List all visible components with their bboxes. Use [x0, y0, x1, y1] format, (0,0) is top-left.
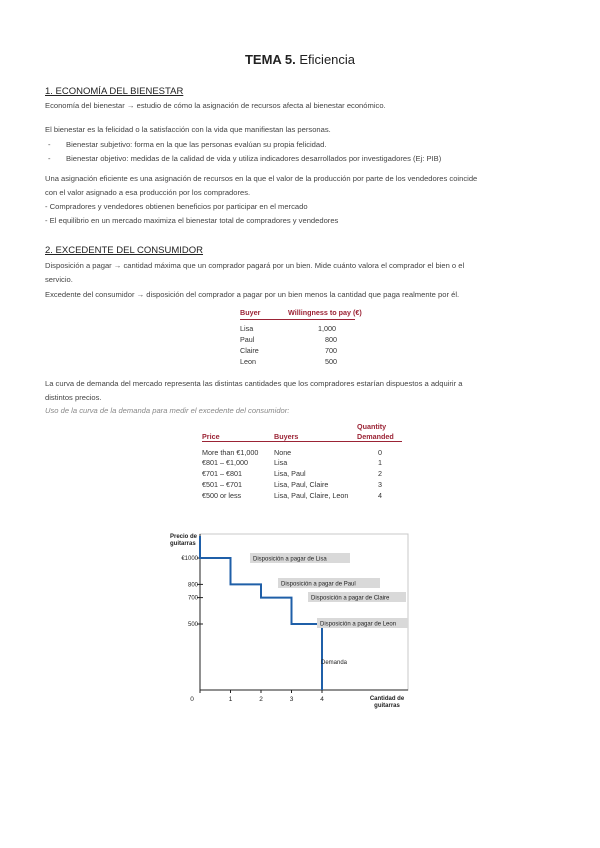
- demand-chart: [165, 530, 415, 715]
- table2-header-buyers: Buyers: [274, 432, 299, 441]
- bullet-item: Bienestar objetivo: medidas de la calidad de vida y utiliza indicadores desarrollados por investigadores (Ej: PIB): [66, 154, 442, 163]
- table1-header-wtp: Willingness to pay (€): [288, 308, 362, 317]
- table2-cell: 2: [378, 469, 382, 478]
- s1-paragraph-5: - El equilibrio en un mercado maximiza el bienestar total de compradores y vendedores: [45, 216, 339, 225]
- table2-cell: Lisa, Paul, Claire: [274, 480, 329, 489]
- section-2-heading: 2. EXCEDENTE DEL CONSUMIDOR: [45, 245, 204, 256]
- table1-cell: 700: [325, 346, 337, 355]
- table2-cell: 4: [378, 491, 382, 500]
- annotation-label: Disposición a pagar de Claire: [311, 595, 390, 602]
- title-rest: Eficiencia: [299, 52, 356, 67]
- annotation-label: Disposición a pagar de Leon: [320, 621, 397, 628]
- bullet-item: Bienestar subjetivo: forma en la que las personas evalúan su propia felicidad.: [66, 140, 327, 149]
- table1-cell: Paul: [240, 335, 255, 344]
- bullet-mark: -: [48, 140, 51, 149]
- table2-header-quantity: Quantity: [357, 422, 387, 431]
- title-bold: TEMA 5.: [244, 52, 296, 67]
- s1-paragraph-3b: con el valor asignado a esa producción por los compradores.: [45, 188, 251, 197]
- s1-paragraph-1: Economía del bienestar → estudio de cómo la asignación de recursos afecta al bienestar económico.: [45, 101, 386, 110]
- table2-header-demanded: Demanded: [357, 432, 394, 441]
- table2-cell: €501 – €701: [202, 480, 242, 489]
- table2-cell: €801 – €1,000: [202, 458, 248, 467]
- s1-paragraph-2: El bienestar es la felicidad o la satisfacción con la vida que manifiestan las personas.: [45, 125, 331, 134]
- annotation-label: Disposición a pagar de Lisa: [253, 556, 327, 563]
- s1-paragraph-3a: Una asignación eficiente es una asignación de recursos en la que el valor de la producción por parte de los vendedores coincide: [45, 174, 478, 183]
- table1-cell: 500: [325, 357, 337, 366]
- x-axis-label: guitarras: [374, 703, 400, 709]
- table1-cell: Claire: [240, 346, 259, 355]
- x-axis-label: Cantidad de: [369, 696, 405, 702]
- section-1-heading: 1. ECONOMÍA DEL BIENESTAR: [45, 86, 184, 97]
- table2-cell: 1: [378, 458, 382, 467]
- y-tick-label: 700: [187, 595, 198, 602]
- table2-cell: Lisa, Paul: [274, 469, 306, 478]
- table2-cell: More than €1,000: [202, 448, 259, 457]
- y-axis-label: Precio de guitarras: [170, 534, 198, 547]
- table2-rule: [202, 441, 402, 442]
- x-tick-label: 2: [259, 696, 263, 703]
- table1-header-buyer: Buyer: [240, 308, 261, 317]
- s1-paragraph-4: - Compradores y vendedores obtienen beneficios por participar en el mercado: [45, 202, 308, 211]
- bullet-mark: -: [48, 154, 51, 163]
- table2-cell: None: [274, 448, 292, 457]
- table2-cell: 0: [378, 448, 382, 457]
- x-tick-label: 1: [228, 696, 233, 703]
- table1-cell: 1,000: [318, 324, 336, 333]
- y-tick-label: 500: [187, 622, 198, 628]
- s2-paragraph-2: Excedente del consumidor → disposición del comprador a pagar por un bien menos la cantidad que paga realmente por él.: [45, 290, 460, 299]
- table1-cell: Lisa: [240, 324, 254, 333]
- table2-cell: 3: [378, 480, 382, 489]
- x-tick-label: 3: [289, 696, 294, 703]
- table2-cell: €500 or less: [202, 491, 242, 500]
- s2-paragraph-1a: Disposición a pagar → cantidad máxima que un comprador pagará por un bien. Mide cuánto valora el comprador el bien o el: [45, 261, 465, 270]
- s2-paragraph-3b: distintos precios.: [45, 393, 102, 402]
- page-title: [0, 52, 600, 67]
- x-tick-label: 0: [190, 696, 194, 703]
- table2-cell: Lisa, Paul, Claire, Leon: [274, 491, 349, 500]
- annotation-label: Disposición a pagar de Paul: [281, 581, 356, 588]
- table1-cell: Leon: [240, 357, 256, 366]
- table1-rule: [240, 319, 355, 320]
- table1-cell: 800: [325, 335, 337, 344]
- x-tick-label: 4: [320, 696, 324, 703]
- table2-header-price: Price: [202, 432, 220, 441]
- s2-paragraph-4: Uso de la curva de la demanda para medir el excedente del consumidor:: [45, 406, 290, 415]
- y-tick-label: €1000: [181, 556, 198, 562]
- table2-cell: Lisa: [274, 458, 288, 467]
- s2-paragraph-1b: servicio.: [45, 275, 73, 284]
- s2-paragraph-3a: La curva de demanda del mercado representa las distintas cantidades que los compradores estarían dispuestos a adquirir a: [45, 379, 463, 388]
- demand-label: Demanda: [321, 660, 348, 666]
- table2-cell: €701 – €801: [202, 469, 242, 478]
- demand-chart-svg: [165, 530, 415, 715]
- y-tick-label: 800: [187, 582, 198, 589]
